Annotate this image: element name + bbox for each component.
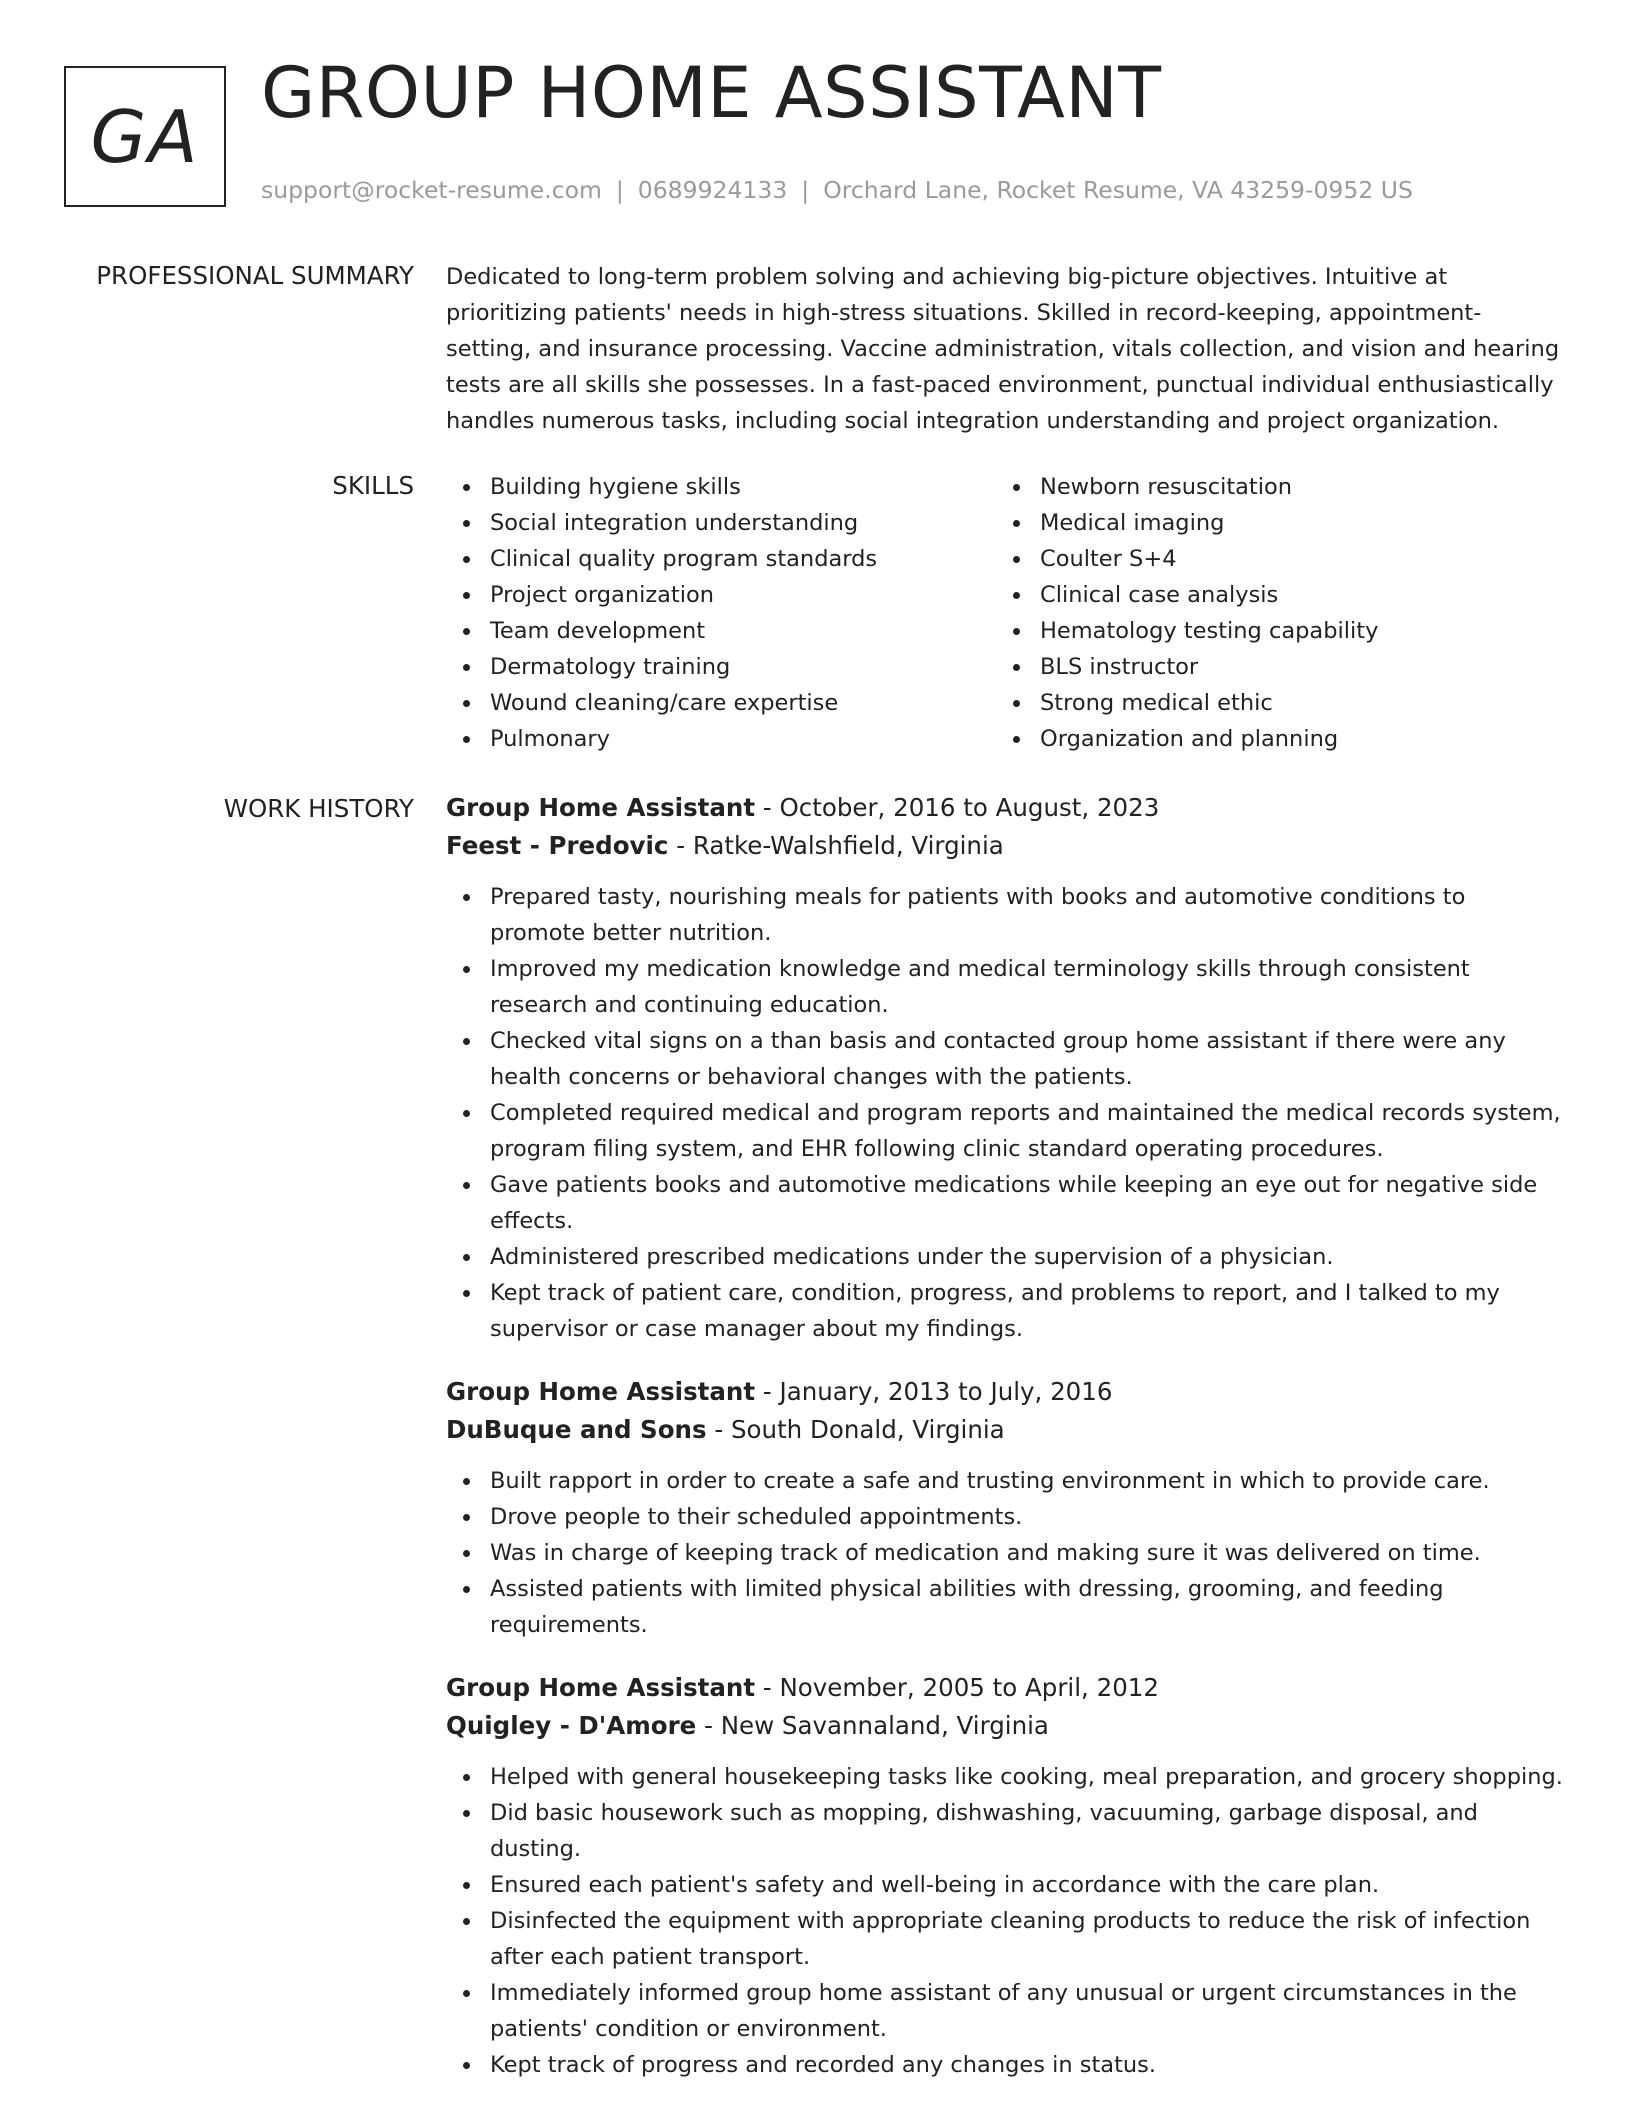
contact-line: [261, 176, 1413, 204]
list-item: Coulter S+4: [996, 541, 1546, 577]
list-item: Assisted patients with limited physical abilities with dressing, grooming, and feeding requirements.: [446, 1571, 1566, 1643]
list-item: BLS instructor: [996, 649, 1546, 685]
list-item: Kept track of progress and recorded any changes in status.: [446, 2047, 1566, 2083]
work-history-section: [446, 789, 1566, 2109]
list-item: Immediately informed group home assistant of any unusual or urgent circumstances in the patients' condition or environment.: [446, 1975, 1566, 2047]
list-item: Clinical case analysis: [996, 577, 1546, 613]
summary-text: Dedicated to long-term problem solving and achieving big-picture objectives. Intuitive at prioritizing patients' needs in high-stress situations. Skilled in record-keeping, appointment-setting, and insurance processing. Vaccine administration, vitals collection, and vision and hearing tests are all skills she possesses. In a fast-paced environment, punctual individual enthusiastically handles numerous tasks, including social integration understanding and project organization.: [446, 264, 1560, 434]
job-company: Feest - Predovic: [446, 831, 669, 860]
job-dates: November, 2005 to April, 2012: [779, 1673, 1159, 1702]
list-item: Dermatology training: [446, 649, 996, 685]
dash-separator: -: [755, 1673, 780, 1702]
job-location: New Savannaland, Virginia: [720, 1711, 1049, 1740]
dash-separator: -: [755, 793, 780, 822]
contact-separator: |: [615, 176, 624, 204]
list-item: Completed required medical and program reports and maintained the medical records system, program filing system, and EHR following clinic standard operating procedures.: [446, 1095, 1566, 1167]
dash-separator: -: [706, 1415, 731, 1444]
list-item: Drove people to their scheduled appointments.: [446, 1499, 1566, 1535]
resume-title: GROUP HOME ASSISTANT: [261, 52, 1162, 134]
list-item: Clinical quality program standards: [446, 541, 996, 577]
job-title: Group Home Assistant: [446, 793, 756, 822]
job-company-line: [446, 1707, 1566, 1745]
job-company: DuBuque and Sons: [446, 1415, 707, 1444]
list-item: Was in charge of keeping track of medication and making sure it was delivered on time.: [446, 1535, 1566, 1571]
dash-separator: -: [668, 831, 693, 860]
job-entry: [446, 1373, 1566, 1643]
monogram-logo: GA: [64, 66, 226, 207]
list-item: Kept track of patient care, condition, progress, and problems to report, and I talked to my supervisor or case manager about my findings.: [446, 1275, 1566, 1347]
job-location: Ratke-Walshfield, Virginia: [692, 831, 1004, 860]
list-item: Prepared tasty, nourishing meals for patients with books and automotive conditions to promote better nutrition.: [446, 879, 1566, 951]
list-item: Project organization: [446, 577, 996, 613]
job-entry: [446, 1669, 1566, 2083]
job-title: Group Home Assistant: [446, 1673, 756, 1702]
list-item: Newborn resuscitation: [996, 469, 1546, 505]
list-item: Pulmonary: [446, 721, 996, 757]
skills-list-right: [996, 469, 1546, 757]
contact-email[interactable]: support@rocket-resume.com: [261, 176, 602, 204]
job-title-line: [446, 1373, 1566, 1411]
summary-heading: PROFESSIONAL SUMMARY: [96, 261, 414, 290]
job-title: Group Home Assistant: [446, 1377, 756, 1406]
job-duties-list: [446, 1759, 1566, 2083]
list-item: Team development: [446, 613, 996, 649]
list-item: Improved my medication knowledge and medical terminology skills through consistent research and continuing education.: [446, 951, 1566, 1023]
list-item: Did basic housework such as mopping, dishwashing, vacuuming, garbage disposal, and dusting.: [446, 1795, 1566, 1867]
job-title-line: [446, 789, 1566, 827]
dash-separator: -: [755, 1377, 780, 1406]
list-item: Strong medical ethic: [996, 685, 1546, 721]
list-item: Organization and planning: [996, 721, 1546, 757]
job-location: South Donald, Virginia: [731, 1415, 1005, 1444]
job-company-line: [446, 827, 1566, 865]
list-item: Social integration understanding: [446, 505, 996, 541]
list-item: Helped with general housekeeping tasks like cooking, meal preparation, and grocery shopping.: [446, 1759, 1566, 1795]
list-item: Administered prescribed medications under the supervision of a physician.: [446, 1239, 1566, 1275]
job-dates: October, 2016 to August, 2023: [779, 793, 1160, 822]
job-duties-list: [446, 1463, 1566, 1643]
job-entry: [446, 789, 1566, 1347]
list-item: Building hygiene skills: [446, 469, 996, 505]
skills-list-left: [446, 469, 996, 757]
job-duties-list: [446, 879, 1566, 1347]
list-item: Ensured each patient's safety and well-being in accordance with the care plan.: [446, 1867, 1566, 1903]
list-item: Built rapport in order to create a safe and trusting environment in which to provide care.: [446, 1463, 1566, 1499]
job-dates: January, 2013 to July, 2016: [779, 1377, 1113, 1406]
contact-separator: |: [801, 176, 810, 204]
list-item: Checked vital signs on a than basis and contacted group home assistant if there were any health concerns or behavioral changes with the patients.: [446, 1023, 1566, 1095]
list-item: Wound cleaning/care expertise: [446, 685, 996, 721]
list-item: Gave patients books and automotive medications while keeping an eye out for negative side effects.: [446, 1167, 1566, 1239]
contact-phone[interactable]: 0689924133: [637, 176, 788, 204]
work-history-heading: WORK HISTORY: [223, 794, 414, 823]
job-company-line: [446, 1411, 1566, 1449]
job-title-line: [446, 1669, 1566, 1707]
list-item: Medical imaging: [996, 505, 1546, 541]
dash-separator: -: [696, 1711, 721, 1740]
job-company: Quigley - D'Amore: [446, 1711, 697, 1740]
skills-section: [446, 469, 1566, 757]
summary-section: [446, 259, 1566, 439]
skills-heading: SKILLS: [332, 471, 414, 500]
contact-address: Orchard Lane, Rocket Resume, VA 43259-0952 US: [823, 176, 1413, 204]
list-item: Disinfected the equipment with appropriate cleaning products to reduce the risk of infection after each patient transport.: [446, 1903, 1566, 1975]
list-item: Hematology testing capability: [996, 613, 1546, 649]
